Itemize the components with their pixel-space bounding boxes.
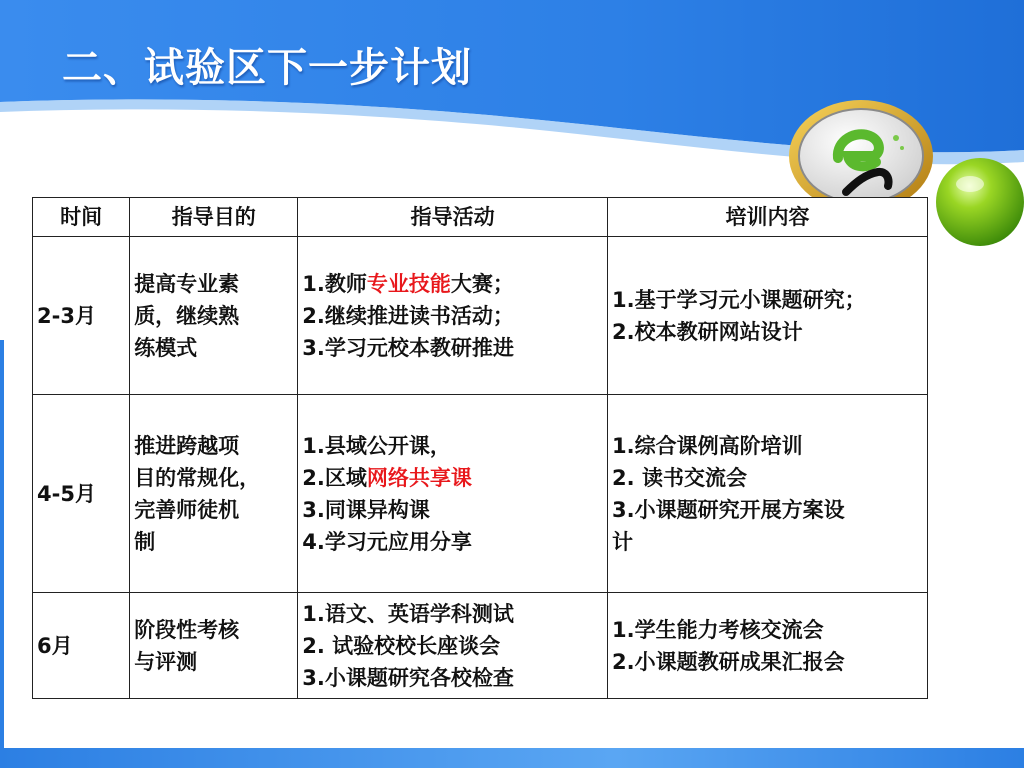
header-time: 时间 [33, 198, 130, 237]
header-goal: 指导目的 [130, 198, 298, 237]
cell-time: 2-3月 [33, 237, 130, 395]
activity-line: 3.同课异构课 [302, 497, 430, 522]
highlight-text: 专业技能 [366, 271, 451, 296]
plan-table [32, 197, 928, 699]
cell-time: 4-5月 [33, 395, 130, 593]
activity-line: 2.区域网络共享课 [302, 465, 472, 490]
activity-line: 1.语文、英语学科测试 [302, 601, 514, 626]
slide-title: 二、试验区下一步计划 [62, 45, 472, 91]
footer-bar [0, 748, 1024, 768]
activity-line: 2. 试验校校长座谈会 [302, 633, 501, 658]
cell-training: 1.基于学习元小课题研究； 2.校本教研网站设计 [608, 237, 928, 395]
cell-activities [298, 593, 608, 699]
cell-goal: 推进跨越项 目的常规化， 完善师徒机 制 [130, 395, 298, 593]
cell-goal: 阶段性考核 与评测 [130, 593, 298, 699]
activity-line: 4.学习元应用分享 [302, 529, 472, 554]
table-row [33, 593, 928, 699]
activity-line: 3.小课题研究各校检查 [302, 665, 514, 690]
highlight-text: 网络共享课 [366, 465, 472, 490]
activity-line: 2.继续推进读书活动； [302, 303, 514, 328]
header-activities: 指导活动 [298, 198, 608, 237]
cell-activities [298, 237, 608, 395]
activity-line: 3.学习元校本教研推进 [302, 335, 514, 360]
cell-time: 6月 [33, 593, 130, 699]
table-row [33, 395, 928, 593]
cell-training: 1.学生能力考核交流会 2.小课题教研成果汇报会 [608, 593, 928, 699]
left-accent-bar [0, 340, 4, 750]
cell-training: 1.综合课例高阶培训 2. 读书交流会 3.小课题研究开展方案设 计 [608, 395, 928, 593]
header-training: 培训内容 [608, 198, 928, 237]
table-row [33, 237, 928, 395]
cell-activities [298, 395, 608, 593]
activity-line: 1.教师专业技能大赛； [302, 271, 514, 296]
cell-goal: 提高专业素 质，继续熟 练模式 [130, 237, 298, 395]
table-header-row [33, 198, 928, 237]
activity-line: 1.县域公开课， [302, 433, 451, 458]
green-sphere-icon [934, 156, 1024, 248]
